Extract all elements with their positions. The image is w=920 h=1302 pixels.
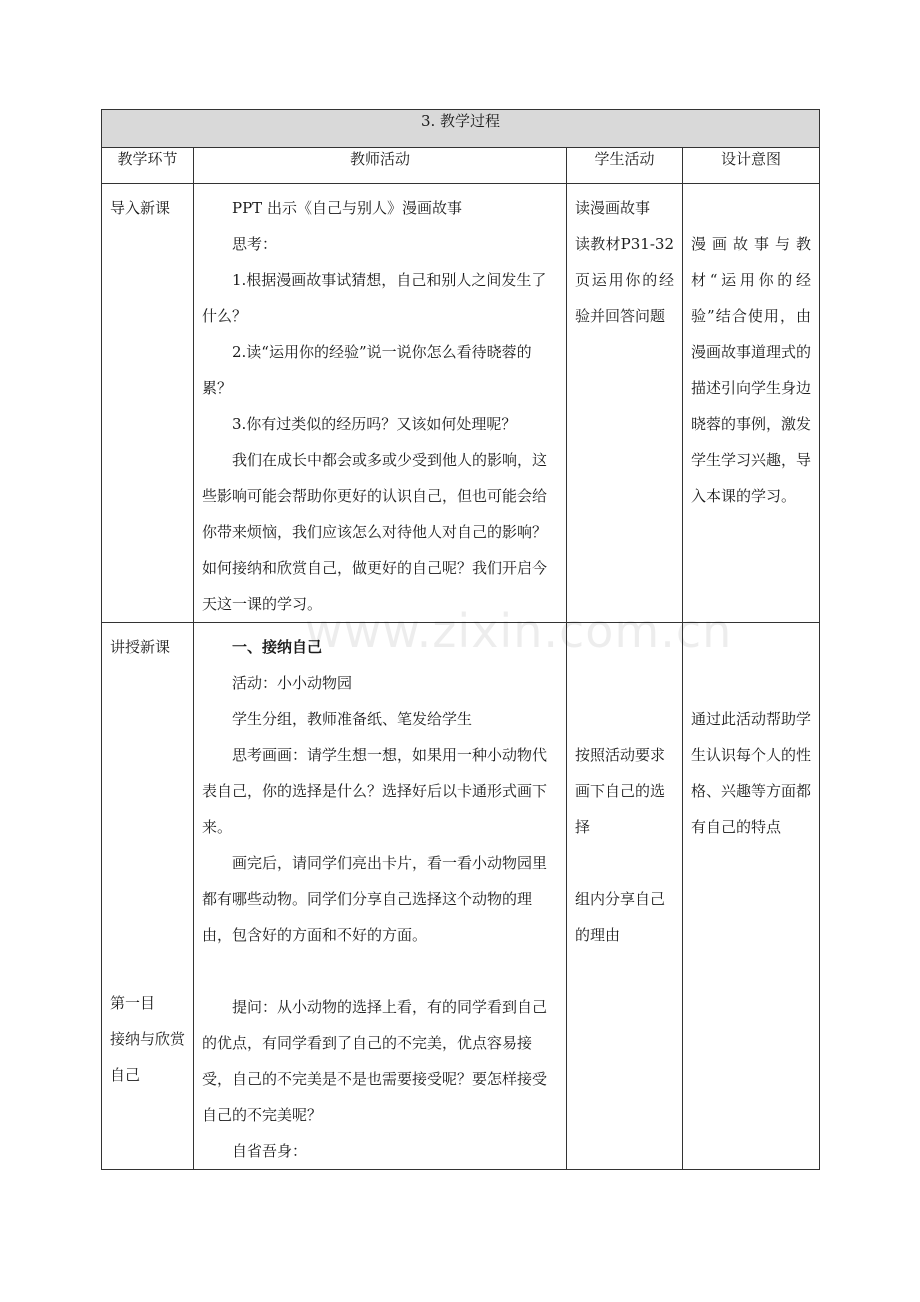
student-activity-cell <box>567 184 683 623</box>
stage-cell <box>102 184 194 623</box>
stage-label: 导入新课 <box>110 199 171 217</box>
design-intent-cell <box>683 184 820 623</box>
table-title: 3. 教学过程 <box>102 110 820 148</box>
stage-cell <box>102 623 194 1170</box>
teacher-paragraph: 我们在成长中都会或多或少受到他人的影响，这些影响可能会帮助你更好的认识自己，但也可能会给你带来烦恼，我们应该怎么对待他人对自己的影响？如何接纳和欣赏自己，做更好的自己呢？我们开启今天这一课的学习。 <box>202 451 548 613</box>
teacher-line: 学生分组，教师准备纸、笔发给学生 <box>232 710 473 728</box>
teacher-line: 自省吾身： <box>232 1142 308 1160</box>
teacher-activity-cell <box>194 184 567 623</box>
student-line: 读教材P31-32页运用你的经验并回答问题 <box>575 235 674 325</box>
header-design-intent: 设计意图 <box>683 148 820 184</box>
student-activity-cell <box>567 623 683 1170</box>
header-stage: 教学环节 <box>102 148 194 184</box>
header-student-activity: 学生活动 <box>567 148 683 184</box>
teacher-line: 3.你有过类似的经历吗？又该如何处理呢？ <box>232 415 517 433</box>
stage-sub-label: 第一目 <box>110 994 156 1012</box>
teacher-activity-cell <box>194 623 567 1170</box>
teacher-line: 思考： <box>232 235 278 253</box>
teacher-line: 1.根据漫画故事试猜想，自己和别人之间发生了什么？ <box>202 271 547 325</box>
stage-sub-title: 接纳与欣赏自己 <box>110 1030 186 1084</box>
teacher-line: 活动：小小动物园 <box>232 674 353 692</box>
teacher-line: 2.读“运用你的经验”说一说你怎么看待晓蓉的累？ <box>202 343 532 397</box>
teacher-paragraph: 思考画画：请学生想一想，如果用一种小动物代表自己，你的选择是什么？选择好后以卡通形式画下来。 <box>202 746 548 836</box>
student-line: 组内分享自己的理由 <box>575 890 666 944</box>
teaching-process-table <box>101 109 820 1170</box>
teacher-paragraph: 提问：从小动物的选择上看，有的同学看到自己的优点，有同学看到了自己的不完美，优点容易接受，自己的不完美是不是也需要接受呢？要怎样接受自己的不完美呢？ <box>202 998 548 1124</box>
design-intent-text: 漫画故事与教材“运用你的经验”结合使用，由漫画故事道理式的描述引向学生身边晓蓉的事例，激发学生学习兴趣，导入本课的学习。 <box>691 235 812 505</box>
student-line: 读漫画故事 <box>575 199 651 217</box>
teacher-line: PPT 出示《自己与别人》漫画故事 <box>232 199 462 217</box>
header-teacher-activity: 教师活动 <box>194 148 567 184</box>
design-intent-text: 通过此活动帮助学生认识每个人的性格、兴趣等方面都有自己的特点 <box>691 710 812 836</box>
watermark: www.zixin.com.cn <box>305 604 733 658</box>
stage-label: 讲授新课 <box>110 638 171 656</box>
student-line: 按照活动要求画下自己的选择 <box>575 746 666 836</box>
design-intent-cell <box>683 623 820 1170</box>
section-heading: 一、接纳自己 <box>232 638 323 656</box>
teacher-paragraph: 画完后，请同学们亮出卡片，看一看小动物园里都有哪些动物。同学们分享自己选择这个动物的理由，包含好的方面和不好的方面。 <box>202 854 548 944</box>
